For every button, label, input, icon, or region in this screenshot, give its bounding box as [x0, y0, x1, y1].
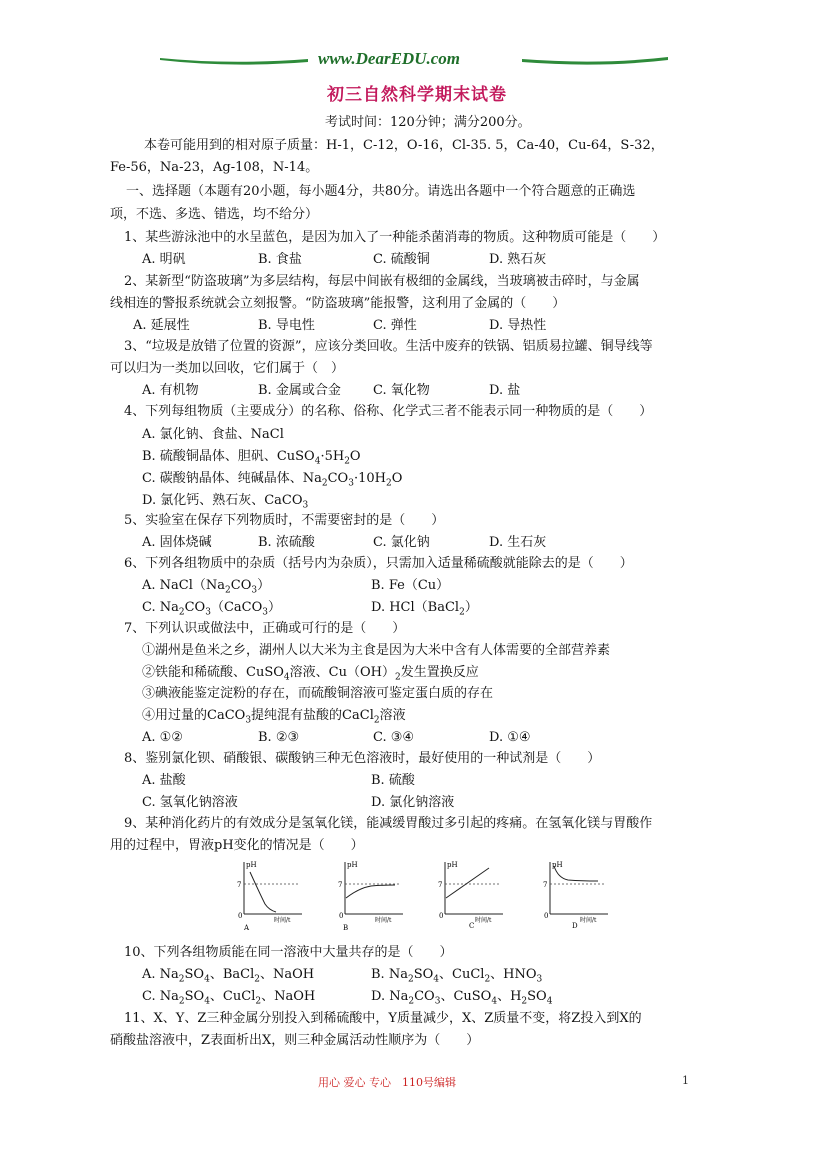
- option-d: D. 熟石灰: [489, 252, 547, 267]
- option-c: C. 碳酸钠晶体、纯碱晶体、$Na_2CO_3\cdot 10H_2O$: [142, 471, 403, 489]
- statement: ①湖州是鱼米之乡，湖州人以大米为主食是因为大米中含有人体需要的全部营养素: [142, 643, 611, 658]
- option-c: C. 硫酸铜: [373, 252, 430, 267]
- graph-option-label: C: [469, 922, 475, 930]
- graph-ylabel: pH: [246, 861, 257, 869]
- question-stem: 7、下列认识或做法中，正确或可行的是（ ）: [124, 621, 406, 636]
- graph-ylabel: pH: [447, 861, 458, 869]
- option-b: B. 硫酸: [371, 773, 415, 788]
- question-stem: 11、X、Y、Z三种金属分别投入到稀硫酸中，Y质量减少，X、Z质量不变，将Z投入到X的: [124, 1011, 642, 1026]
- option-c: C. 弹性: [373, 318, 417, 333]
- graph-seven-label: 7: [543, 881, 548, 889]
- option-d: D. $Na_2CO_3$、CuSO$_4$、$H_2SO_4$: [371, 989, 553, 1007]
- question-stem: 6、下列各组物质中的杂质（括号内为杂质），只需加入适量稀硫酸就能除去的是（ ）: [124, 556, 633, 571]
- atomic-mass-line: Fe-56，Na-23，Ag-108，N-14。: [110, 160, 319, 175]
- ph-graph-b: [333, 858, 405, 932]
- question-stem: 10、下列各组物质能在同一溶液中大量共存的是（ ）: [124, 945, 453, 960]
- question-stem: 硝酸盐溶液中，Z表面析出X，则三种金属活动性顺序为（ ）: [110, 1033, 480, 1048]
- graph-option-label: D: [572, 922, 578, 930]
- atomic-mass-line: 本卷可能用到的相对原子质量：H-1，C-12，O-16，Cl-35. 5，Ca-40，Cu-64，S-32，: [144, 138, 664, 153]
- option-d: D. 盐: [489, 383, 521, 398]
- option-a: A. 固体烧碱: [142, 535, 212, 550]
- ph-graph-d: [538, 858, 610, 932]
- question-stem: 3、“垃圾是放错了位置的资源”，应该分类回收。生活中废弃的铁锅、铝质易拉罐、铜导线等: [124, 339, 653, 354]
- header-swoosh-right: [522, 57, 668, 65]
- option-d: D. 氯化钠溶液: [371, 795, 455, 810]
- option-b: B. 食盐: [258, 252, 302, 267]
- option-c: C. ③④: [373, 730, 415, 745]
- question-stem: 1、某些游泳池中的水呈蓝色，是因为加入了一种能杀菌消毒的物质。这种物质可能是（ ）: [124, 230, 666, 245]
- graph-xlabel: 时间/t: [274, 917, 291, 924]
- graph-xlabel: 时间/t: [580, 917, 597, 924]
- option-a: A. 有机物: [142, 383, 199, 398]
- option-d: D. HCl（BaCl$_2$）: [371, 600, 478, 618]
- statement: ③碘液能鉴定淀粉的存在，而硫酸铜溶液可鉴定蛋白质的存在: [142, 686, 494, 701]
- option-b: B. 金属或合金: [258, 383, 341, 398]
- option-c: C. $Na_2SO_4$、CuCl$_2$、NaOH: [142, 989, 316, 1007]
- graph-xlabel: 时间/t: [475, 917, 492, 924]
- header-swoosh-left: [160, 58, 308, 65]
- graph-ylabel: pH: [347, 861, 358, 869]
- exam-info: 考试时间：120分钟；满分200分。: [325, 115, 531, 130]
- option-b: B. $Na_2SO_4$、CuCl$_2$、$HNO_3$: [371, 967, 543, 985]
- option-b: B. 浓硫酸: [258, 535, 315, 550]
- option-a: A. 氯化钠、食盐、NaCl: [142, 427, 284, 442]
- question-stem: 用的过程中，胃液pH变化的情况是（ ）: [110, 838, 364, 853]
- ph-graph-a: [232, 858, 304, 932]
- question-stem: 线相连的警报系统就会立刻报警。“防盗玻璃”能报警，这利用了金属的（ ）: [110, 296, 566, 311]
- graph-ylabel: pH: [552, 861, 563, 869]
- graph-seven-label: 7: [237, 881, 242, 889]
- option-a: A. 明矾: [142, 252, 186, 267]
- option-d: D. ①④: [489, 730, 531, 745]
- option-c: C. 氢氧化钠溶液: [142, 795, 238, 810]
- section-heading: 项，不选、多选、错选，均不给分）: [110, 207, 319, 222]
- option-b: B. ②③: [258, 730, 300, 745]
- option-b: B. 导电性: [258, 318, 315, 333]
- ph-graph-c: [433, 858, 505, 932]
- option-d: D. 氯化钙、熟石灰、CaCO$_3$: [142, 493, 309, 511]
- statement: ②铁能和稀硫酸、CuSO$_4$溶液、$Cu(OH)_2$发生置换反应: [142, 665, 479, 683]
- statement: ④用过量的CaCO$_3$提纯混有盐酸的CaCl$_2$溶液: [142, 708, 406, 726]
- option-c: C. 氧化物: [373, 383, 430, 398]
- option-b: B. Fe（Cu）: [371, 578, 450, 593]
- page-title: 初三自然科学期末试卷: [327, 85, 507, 105]
- option-c: C. 氯化钠: [373, 535, 430, 550]
- question-stem: 2、某新型“防盗玻璃”为多层结构，每层中间嵌有极细的金属线，当玻璃被击碎时，与金属: [124, 274, 640, 289]
- ph-curve-b: [346, 885, 395, 898]
- graph-seven-label: 7: [338, 881, 343, 889]
- graph-option-label: B: [343, 924, 349, 932]
- option-a: A. 盐酸: [142, 773, 186, 788]
- ph-curve-a: [250, 872, 276, 912]
- option-a: A. ①②: [142, 730, 183, 745]
- option-a: A. $NaCl(Na_2CO_3)$: [142, 578, 271, 596]
- ph-curve-c: [446, 868, 489, 898]
- question-stem: 可以归为一类加以回收，它们属于（ ）: [110, 361, 345, 376]
- question-stem: 4、下列每组物质（主要成分）的名称、俗称、化学式三者不能表示同一种物质的是（ ）: [124, 404, 653, 419]
- option-a: A. $Na_2SO_4$、BaCl$_2$、NaOH: [142, 967, 315, 985]
- graph-origin-label: 0: [439, 912, 444, 920]
- question-stem: 9、某种消化药片的有效成分是氢氧化镁，能减缓胃酸过多引起的疼痛。在氢氧化镁与胃酸作: [124, 816, 653, 831]
- footer-slogan: 用心 爱心 专心 110号编辑: [318, 1076, 456, 1089]
- option-a: A. 延展性: [133, 318, 190, 333]
- option-d: D. 生石灰: [489, 535, 547, 550]
- question-stem: 5、实验室在保存下列物质时，不需要密封的是（ ）: [124, 513, 445, 528]
- option-b: B. 硫酸铜晶体、胆矾、$CuSO_4\cdot 5H_2O$: [142, 449, 361, 467]
- page-number: 1: [682, 1074, 689, 1087]
- graph-origin-label: 0: [544, 912, 549, 920]
- section-heading: 一、选择题（本题有20小题，每小题4分，共80分。请选出各题中一个符合题意的正确选: [126, 184, 636, 199]
- option-c: C. $Na_2CO_3(CaCO_3)$: [142, 600, 282, 618]
- graph-option-label: A: [244, 924, 250, 932]
- question-stem: 8、鉴别氯化钡、硝酸银、碳酸钠三种无色溶液时，最好使用的一种试剂是（ ）: [124, 751, 601, 766]
- graph-xlabel: 时间/t: [375, 917, 392, 924]
- graph-origin-label: 0: [339, 912, 344, 920]
- graph-origin-label: 0: [238, 912, 243, 920]
- site-logo: www.DearEDU.com: [318, 49, 460, 68]
- option-d: D. 导热性: [489, 318, 547, 333]
- graph-seven-label: 7: [438, 881, 443, 889]
